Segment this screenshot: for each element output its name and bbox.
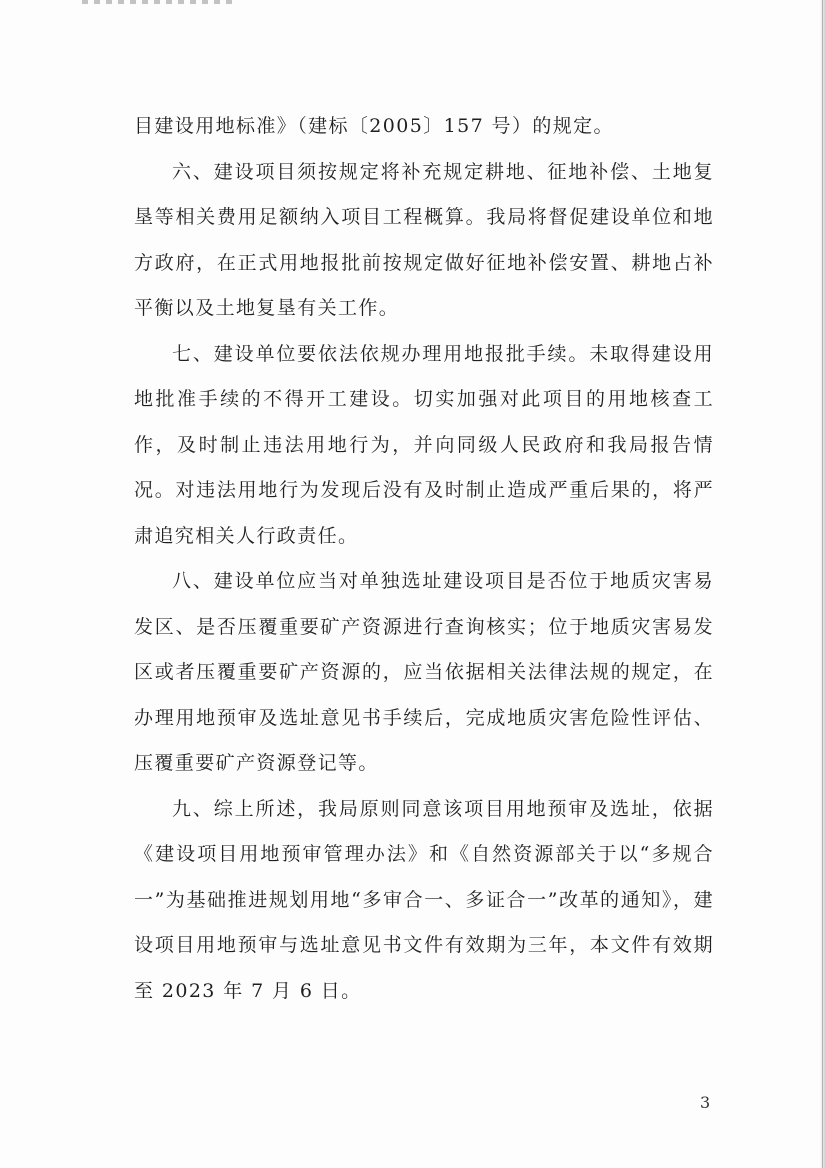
paragraph-item-9: 九、综上所述，我局原则同意该项目用地预审及选址，依据《建设项目用地预审管理办法》和《自然资源部关于以“多规合一”为基础推进规划用地“多审合一、多证合一”改革的通知》，建设项目用地预审与选址意见书文件有效期为三年，本文件有效期至 2023 年 7 月 6 日。 bbox=[134, 797, 714, 1002]
document-body bbox=[134, 104, 714, 1014]
scan-artifact-top bbox=[82, 0, 232, 4]
scan-edge-line bbox=[822, 0, 823, 1168]
page-number: 3 bbox=[700, 1093, 711, 1112]
paragraph-continuation: 目建设用地标准》（建标〔2005〕157 号）的规定。 bbox=[134, 115, 614, 137]
paragraph-item-8: 八、建设单位应当对单独选址建设项目是否位于地质灾害易发区、是否压覆重要矿产资源进行查询核实；位于地质灾害易发区或者压覆重要矿产资源的，应当依据相关法律法规的规定，在办理用地预审及选址意见书手续后，完成地质灾害危险性评估、压覆重要矿产资源登记等。 bbox=[134, 570, 714, 774]
paragraph-item-7: 七、建设单位要依法依规办理用地报批手续。未取得建设用地批准手续的不得开工建设。切实加强对此项目的用地核查工作，及时制止违法用地行为，并向同级人民政府和我局报告情况。对违法用地行为发现后没有及时制止造成严重后果的，将严肃追究相关人行政责任。 bbox=[134, 342, 714, 547]
paragraph-item-6: 六、建设项目须按规定将补充规定耕地、征地补偿、土地复垦等相关费用足额纳入项目工程概算。我局将督促建设单位和地方政府，在正式用地报批前按规定做好征地补偿安置、耕地占补平衡以及土地复垦有关工作。 bbox=[134, 160, 714, 319]
scan-shadow-right bbox=[820, 0, 826, 1168]
